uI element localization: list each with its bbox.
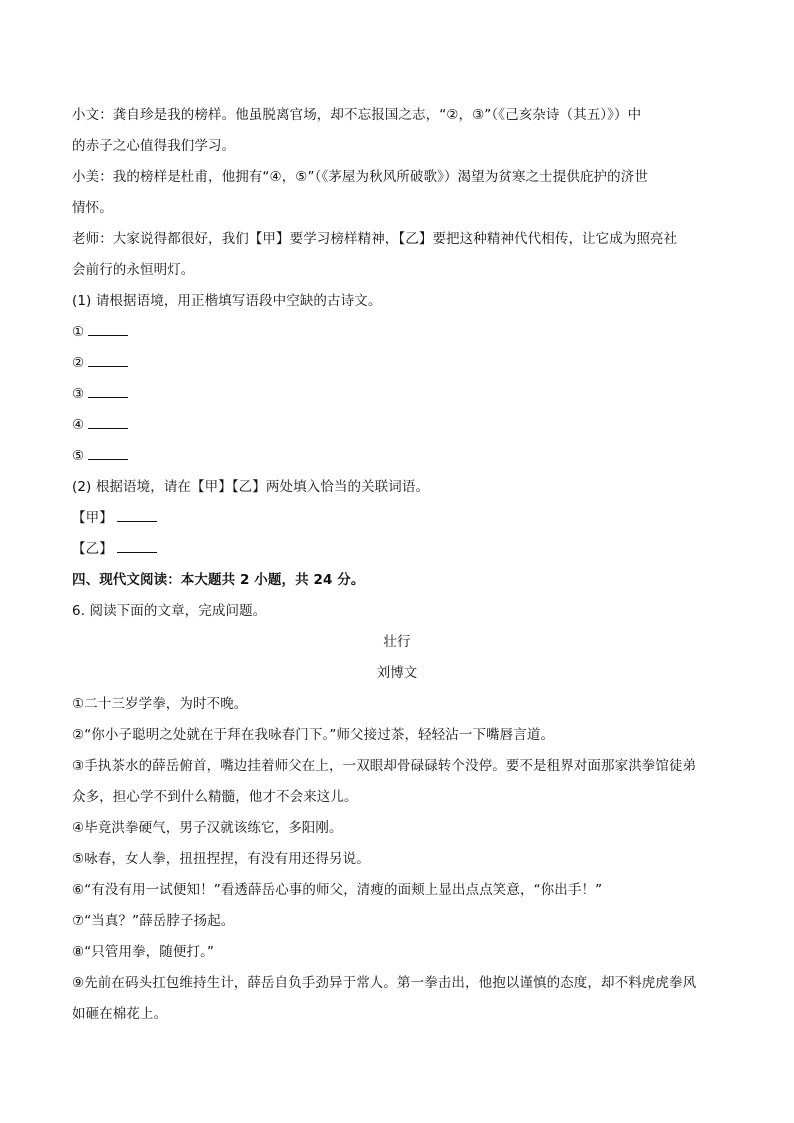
blank-label-jia: 【甲】 — [72, 510, 113, 526]
article-paragraph: 如砸在棉花上。 — [72, 1006, 168, 1022]
article-paragraph: ⑥“有没有用一试便知！”看透薛岳心事的师父，清瘦的面颊上显出点点笑意，“你出手！” — [72, 882, 603, 898]
paragraph-line: 会前行的永恒明灯。 — [72, 262, 195, 278]
article-paragraph: ⑤咏春，女人拳，扭扭捏捏，有没有用还得另说。 — [72, 851, 370, 867]
answer-blank[interactable] — [88, 444, 128, 460]
answer-blank-row-yi — [72, 534, 722, 565]
article-paragraph: ⑨先前在码头扛包维持生计，薛岳自负手劲异于常人。第一拳击出，他抱以谨慎的态度，却不料虎虎拳风 — [72, 975, 697, 991]
paragraph-line: 小美：我的榜样是杜甫，他拥有“④，⑤”（《茅屋为秋风所破歌》）渴望为贫寒之士提供庇护的济世 — [72, 169, 648, 185]
article-paragraph: ④毕竟洪拳硬气，男子汉就该练它，多阳刚。 — [72, 820, 343, 836]
answer-blank-row-2 — [72, 348, 722, 379]
answer-blank[interactable] — [88, 351, 128, 367]
paragraph-line: 老师：大家说得都很好，我们【甲】要学习榜样精神，【乙】要把这种精神代代相传，让它成为照亮社 — [72, 231, 678, 247]
article-author: 刘博文 — [376, 665, 418, 681]
article-paragraph: ③手执茶水的薛岳俯首，嘴边挂着师父在上，一双眼却骨碌碌转个没停。要不是租界对面那家洪拳馆徒弟 — [72, 758, 697, 774]
answer-blank-row-jia — [72, 503, 722, 534]
blank-label-yi: 【乙】 — [72, 541, 113, 557]
article-paragraph: ⑧“只管用拳，随便打。” — [72, 944, 215, 960]
document-body — [72, 100, 722, 1030]
article-paragraph: ①二十三岁学拳，为时不晚。 — [72, 696, 248, 712]
question-6-prompt: 6. 阅读下面的文章，完成问题。 — [72, 603, 267, 619]
answer-blank[interactable] — [88, 320, 128, 336]
answer-blank[interactable] — [117, 537, 157, 553]
answer-blank-row-1 — [72, 317, 722, 348]
answer-blank-row-3 — [72, 379, 722, 410]
blank-number: ② — [72, 355, 85, 371]
question-2-prompt: (2) 根据语境，请在【甲】【乙】两处填入恰当的关联词语。 — [72, 479, 430, 495]
article-paragraph: 众多，担心学不到什么精髓，他才不会来这儿。 — [72, 789, 358, 805]
blank-number: ④ — [72, 417, 85, 433]
article-title: 壮行 — [383, 634, 411, 650]
section-heading: 四、现代文阅读：本大题共 2 小题，共 24 分。 — [72, 572, 365, 588]
blank-number: ③ — [72, 386, 85, 402]
article-paragraph: ②“你小子聪明之处就在于拜在我咏春门下。”师父接过茶，轻轻沾一下嘴唇言道。 — [72, 727, 555, 743]
blank-number: ① — [72, 324, 85, 340]
answer-blank[interactable] — [88, 382, 128, 398]
answer-blank-row-5 — [72, 441, 722, 472]
paragraph-line: 小文：龚自珍是我的榜样。他虽脱离官场，却不忘报国之志，“②，③”（《己亥杂诗（其五）》）中 — [72, 107, 642, 123]
answer-blank-row-4 — [72, 410, 722, 441]
paragraph-line: 情怀。 — [72, 200, 113, 216]
question-1-prompt: (1) 请根据语境，用正楷填写语段中空缺的古诗文。 — [72, 293, 382, 309]
answer-blank[interactable] — [117, 506, 157, 522]
article-paragraph: ⑦“当真？”薛岳脖子扬起。 — [72, 913, 235, 929]
answer-blank[interactable] — [88, 413, 128, 429]
paragraph-line: 的赤子之心值得我们学习。 — [72, 138, 236, 154]
blank-number: ⑤ — [72, 448, 85, 464]
